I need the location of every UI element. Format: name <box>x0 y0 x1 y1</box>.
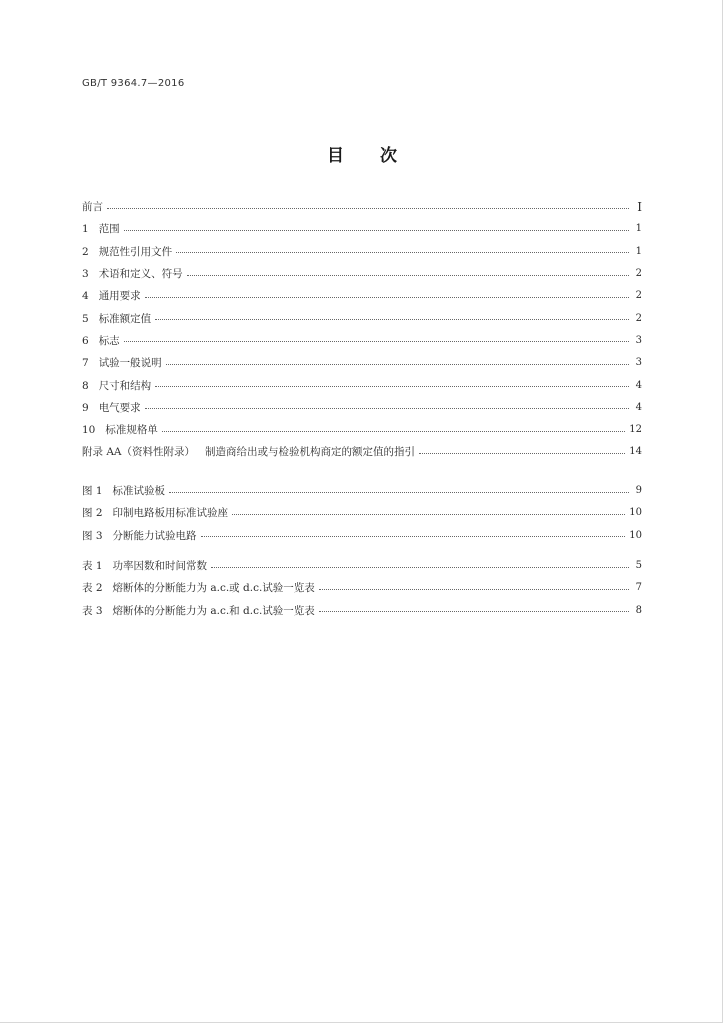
toc-entry-text: 熔断体的分断能力为 a.c.和 d.c.试验一览表 <box>112 604 315 617</box>
toc-entry-number: 表 2 <box>82 582 103 595</box>
toc-entry-page: 10 <box>629 529 642 541</box>
toc-entry-number: 图 1 <box>82 485 103 498</box>
toc-entry-number: 7 <box>82 357 89 370</box>
toc-entry-page: 10 <box>629 507 642 519</box>
dot-leader <box>211 561 629 568</box>
toc-entry[interactable] <box>82 374 642 396</box>
toc-entry-label <box>82 600 315 622</box>
toc-entry-text: 范围 <box>98 223 120 236</box>
toc-entry-number: 图 3 <box>82 529 103 542</box>
dot-leader <box>145 291 629 298</box>
toc-entry-label <box>82 308 151 330</box>
toc-entry-text: 熔断体的分断能力为 a.c.或 d.c.试验一览表 <box>112 582 315 595</box>
toc-figure-list <box>82 480 642 547</box>
toc-entry[interactable] <box>82 263 642 285</box>
dot-leader <box>169 486 629 493</box>
toc-entry-number: 4 <box>82 290 89 303</box>
toc-entry-number: 3 <box>82 268 89 281</box>
toc-entry-page: 4 <box>635 379 642 391</box>
toc-entry-text: 功率因数和时间常数 <box>112 560 208 573</box>
toc-entry-page: 12 <box>629 424 642 436</box>
figure-entry[interactable] <box>82 480 642 502</box>
toc-entry-text: 印制电路板用标准试验座 <box>112 507 229 520</box>
toc-entry-number: 表 1 <box>82 560 103 573</box>
toc-entry-number: 10 <box>82 424 96 437</box>
toc-entry-label <box>82 218 120 240</box>
toc-entry-label <box>82 441 415 463</box>
toc-entry-label <box>82 555 207 577</box>
toc-entry[interactable] <box>82 196 642 218</box>
toc-entry[interactable] <box>82 441 642 463</box>
dot-leader <box>155 380 629 387</box>
toc-entry[interactable] <box>82 352 642 374</box>
toc-entry-text: 分断能力试验电路 <box>112 529 197 542</box>
toc-entry[interactable] <box>82 285 642 307</box>
toc-table-list <box>82 555 642 622</box>
toc-entry-label <box>82 285 141 307</box>
table-entry[interactable] <box>82 555 642 577</box>
toc-entry-page: 9 <box>635 485 642 497</box>
dot-leader <box>124 335 629 342</box>
toc-entry-number: 9 <box>82 401 89 414</box>
dot-leader <box>319 605 629 612</box>
toc-entry-number: 图 2 <box>82 507 103 520</box>
toc-entry-label <box>82 263 183 285</box>
toc-entry-page: 4 <box>635 401 642 413</box>
toc-entry-text: 标准规格单 <box>105 424 158 437</box>
toc-entry[interactable] <box>82 241 642 263</box>
toc-entry-page: 5 <box>635 560 642 572</box>
toc-entry-page: 8 <box>635 604 642 616</box>
toc-entry-page: 7 <box>635 582 642 594</box>
toc-entry[interactable] <box>82 218 642 240</box>
toc-entry-text: 制造商给出或与检验机构商定的额定值的指引 <box>205 446 416 459</box>
toc-entry-number: 2 <box>82 245 89 258</box>
toc-entry-text: 标准额定值 <box>98 312 152 325</box>
toc-entry-page: Ⅰ <box>637 200 642 215</box>
toc-entry-page: 2 <box>635 312 642 324</box>
table-entry[interactable] <box>82 577 642 599</box>
toc-entry[interactable] <box>82 330 642 352</box>
toc-entry-page: 3 <box>635 334 642 346</box>
toc-entry-text: 电气要求 <box>98 401 141 414</box>
table-entry[interactable] <box>82 600 642 622</box>
toc-entry-page: 2 <box>635 268 642 280</box>
toc-entry-number: 6 <box>82 334 89 347</box>
toc-entry-label <box>82 352 162 374</box>
toc-entry-label <box>82 241 172 263</box>
toc-entry-label <box>82 196 103 218</box>
toc-entry-page: 1 <box>635 223 642 235</box>
toc-entry-number: 1 <box>82 223 89 236</box>
toc-entry-number: 表 3 <box>82 604 103 617</box>
toc-entry-text: 规范性引用文件 <box>98 245 173 258</box>
toc-entry-label <box>82 480 165 502</box>
dot-leader <box>232 508 625 515</box>
toc-entry-label <box>82 502 228 524</box>
dot-leader <box>319 583 629 590</box>
toc-entry-page: 14 <box>629 446 642 458</box>
dot-leader <box>201 530 626 537</box>
toc-entry-page: 2 <box>635 290 642 302</box>
toc-entry-page: 3 <box>635 357 642 369</box>
toc-entry[interactable] <box>82 419 642 441</box>
toc-entry-text: 试验一般说明 <box>98 357 162 370</box>
document-code: GB/T 9364.7—2016 <box>82 78 185 89</box>
dot-leader <box>155 313 629 320</box>
toc-entry-text: 术语和定义、符号 <box>98 268 183 281</box>
toc-entry-text: 前言 <box>82 201 103 214</box>
toc-entry-label <box>82 330 120 352</box>
dot-leader <box>419 447 625 454</box>
dot-leader <box>162 425 625 432</box>
figure-entry[interactable] <box>82 502 642 524</box>
toc-entry-number: 8 <box>82 379 89 392</box>
toc-entry-text: 尺寸和结构 <box>98 379 152 392</box>
toc-entry-text: 通用要求 <box>98 290 141 303</box>
toc-main-list <box>82 196 642 464</box>
toc-entry-label <box>82 397 141 419</box>
toc-entry-text: 标准试验板 <box>112 485 166 498</box>
figure-entry[interactable] <box>82 525 642 547</box>
toc-entry-label <box>82 525 197 547</box>
dot-leader <box>187 269 629 276</box>
dot-leader <box>176 246 629 253</box>
toc-entry-label <box>82 577 315 599</box>
toc-title: 目 次 <box>327 146 397 166</box>
toc-entry-label <box>82 375 151 397</box>
toc-entry[interactable] <box>82 307 642 329</box>
dot-leader <box>124 224 629 231</box>
dot-leader <box>107 202 629 209</box>
toc-entry-label <box>82 419 158 441</box>
toc-entry-text: 标志 <box>98 334 120 347</box>
dot-leader <box>166 358 629 365</box>
toc-entry[interactable] <box>82 397 642 419</box>
toc-entry-number: 附录 AA（资料性附录） <box>82 446 196 459</box>
dot-leader <box>145 402 629 409</box>
toc-entry-page: 1 <box>635 245 642 257</box>
toc-entry-number: 5 <box>82 312 89 325</box>
